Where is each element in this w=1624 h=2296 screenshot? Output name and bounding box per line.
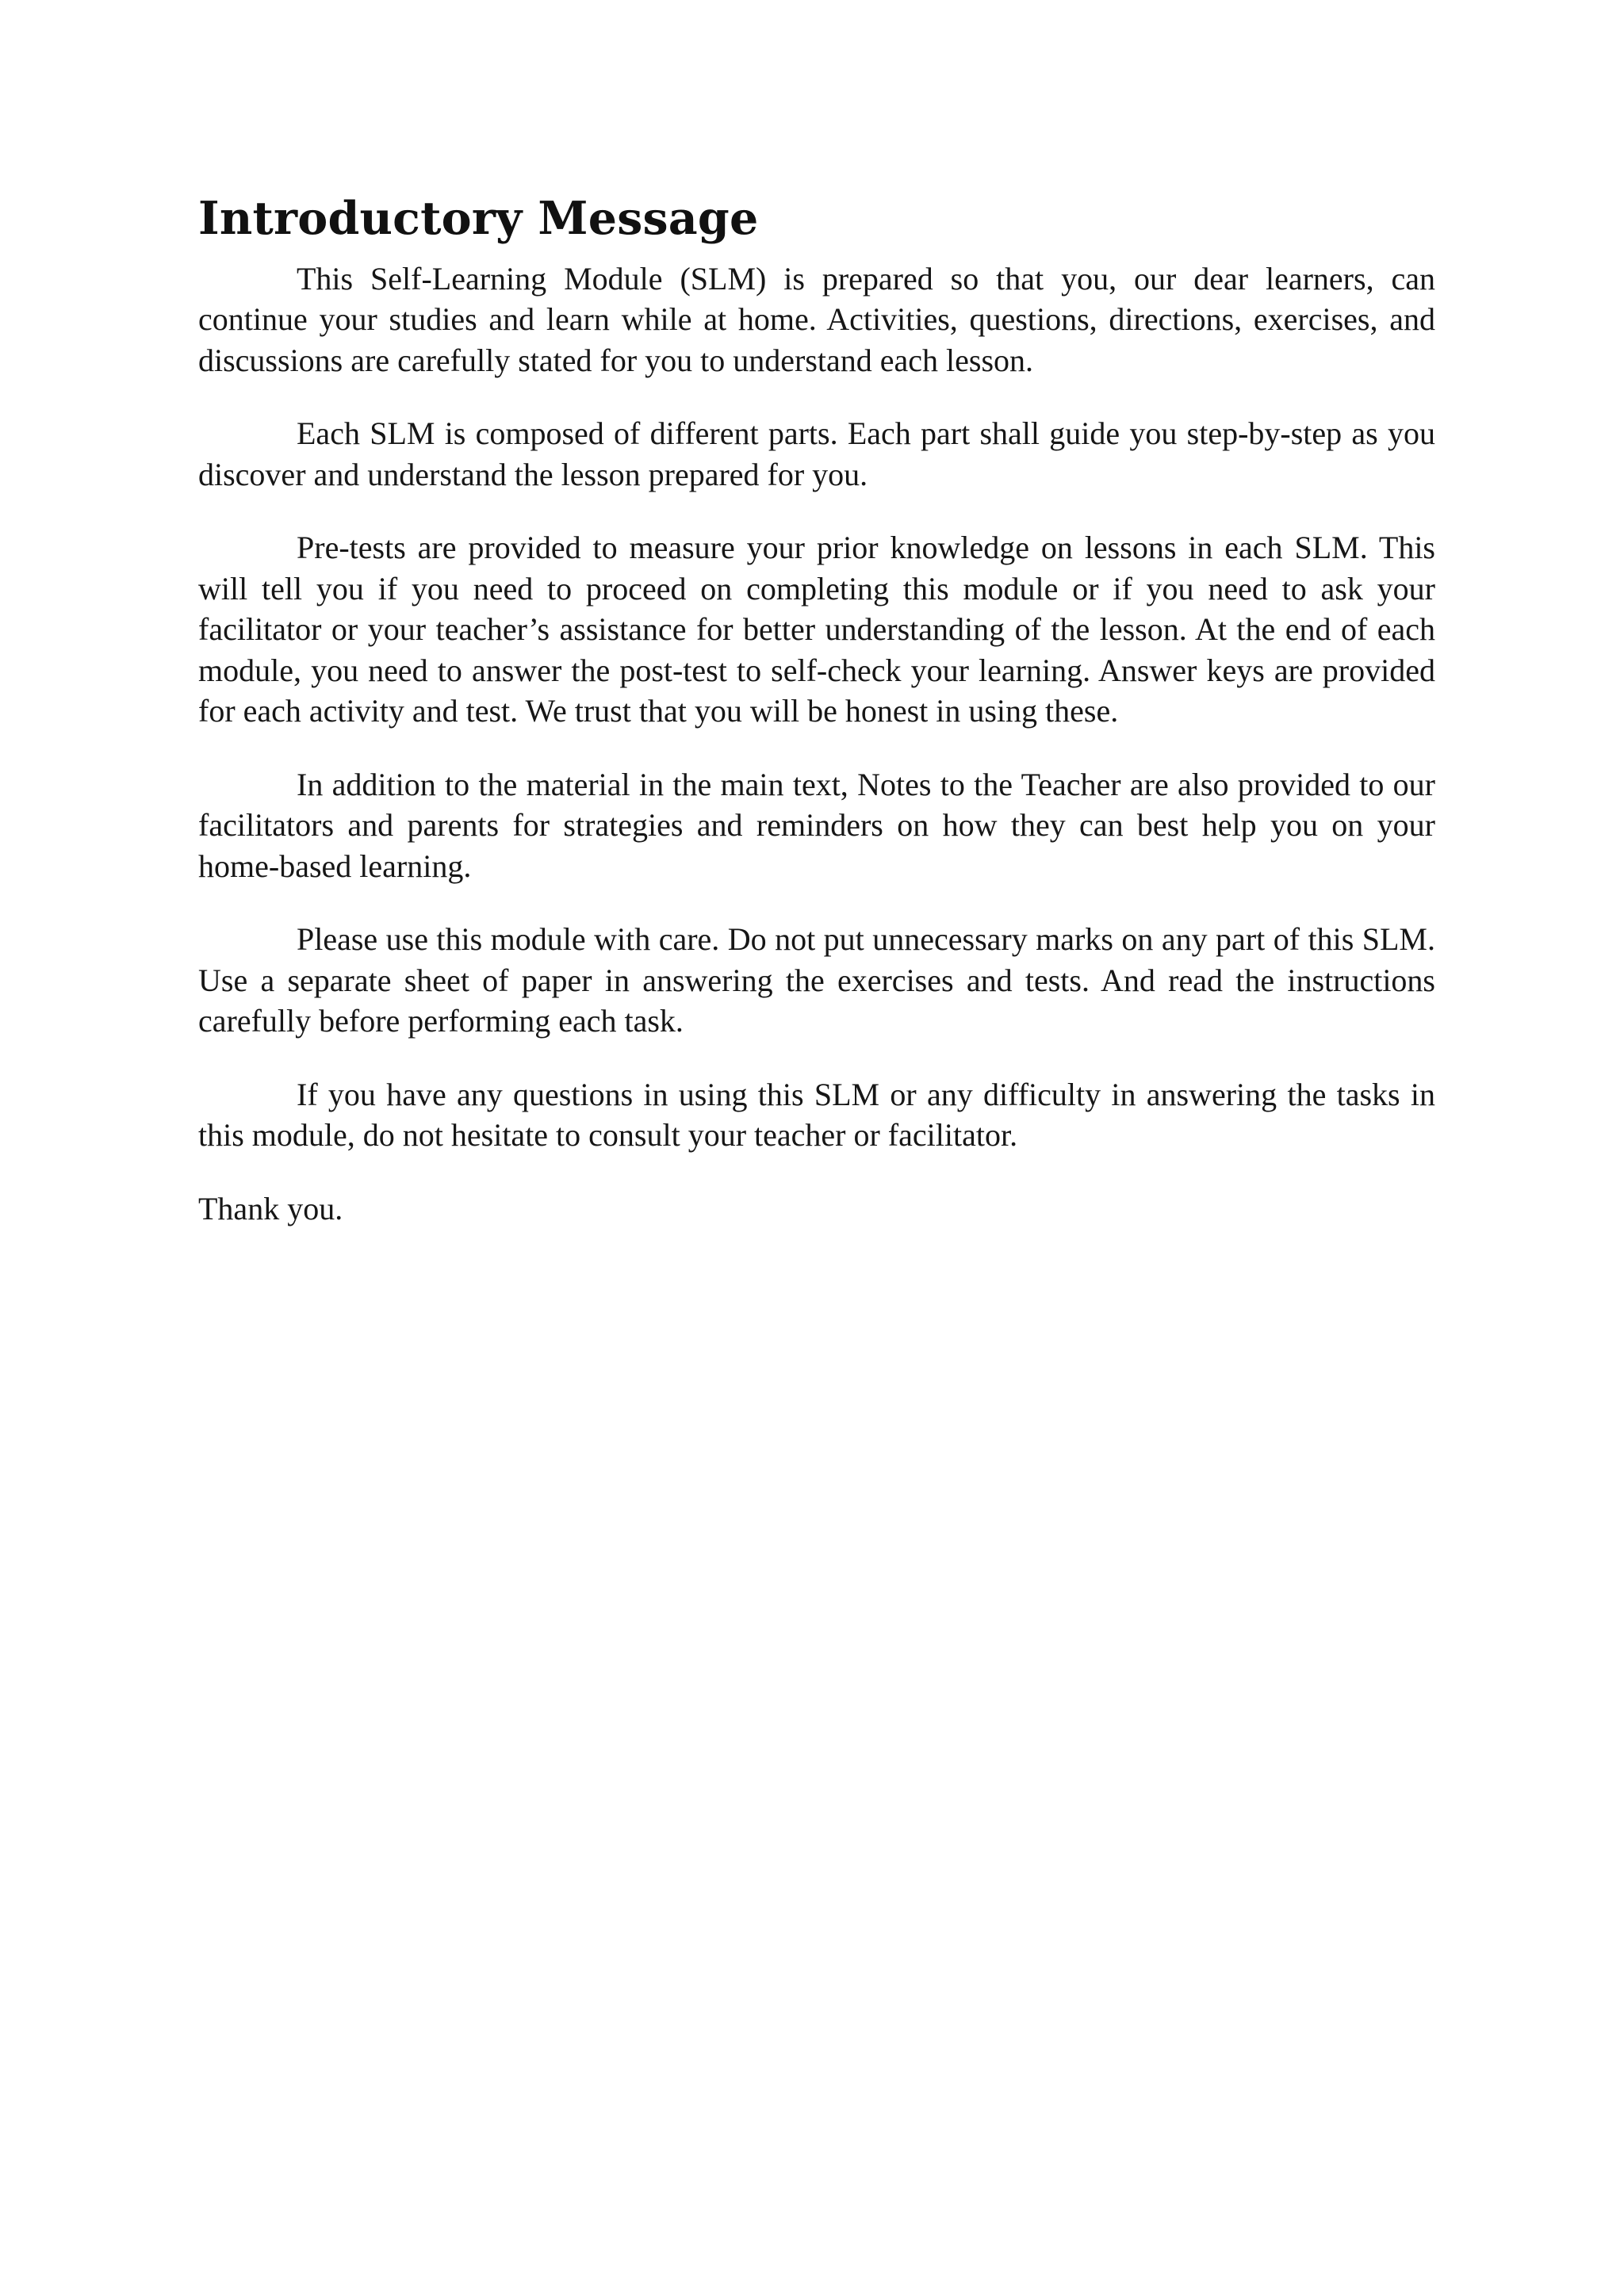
paragraph-teacher-notes: In addition to the material in the main text, Notes to the Teacher are also provided to our facilitators and parents for strategies and reminders on how they can best help you on your home-based learning. bbox=[198, 766, 1435, 884]
paragraph-parts: Each SLM is composed of different parts. Each part shall guide you step-by-step as you discover and understand the lesson prepared for you. bbox=[198, 415, 1435, 492]
paragraph-questions: If you have any questions in using this SLM or any difficulty in answering the tasks in this module, do not hesitate to consult your teacher or facilitator. bbox=[198, 1076, 1435, 1154]
paragraph-intro: This Self-Learning Module (SLM) is prepared so that you, our dear learners, can continue your studies and learn while at home. Activities, questions, directions, exercises, and discussions are carefully stated for you to understand each lesson. bbox=[198, 260, 1435, 378]
paragraph-care: Please use this module with care. Do not put unnecessary marks on any part of this SLM. Use a separate sheet of paper in answering the exercises and tests. And read the instructions carefully before performing each task. bbox=[198, 921, 1435, 1039]
page-title: Introductory Message bbox=[198, 192, 759, 245]
closing-text: Thank you. bbox=[198, 1190, 343, 1226]
paragraph-pretests: Pre-tests are provided to measure your prior knowledge on lessons in each SLM. This will tell you if you need to proceed on completing this module or if you need to ask your facilitator or your teacher’s assistance for better understanding of the lesson. At the end of each module, you need to answer the post-test to self-check your learning. Answer keys are provided for each activity and test. We trust that you will be honest in using these. bbox=[198, 530, 1435, 729]
document-body bbox=[198, 194, 1435, 1261]
